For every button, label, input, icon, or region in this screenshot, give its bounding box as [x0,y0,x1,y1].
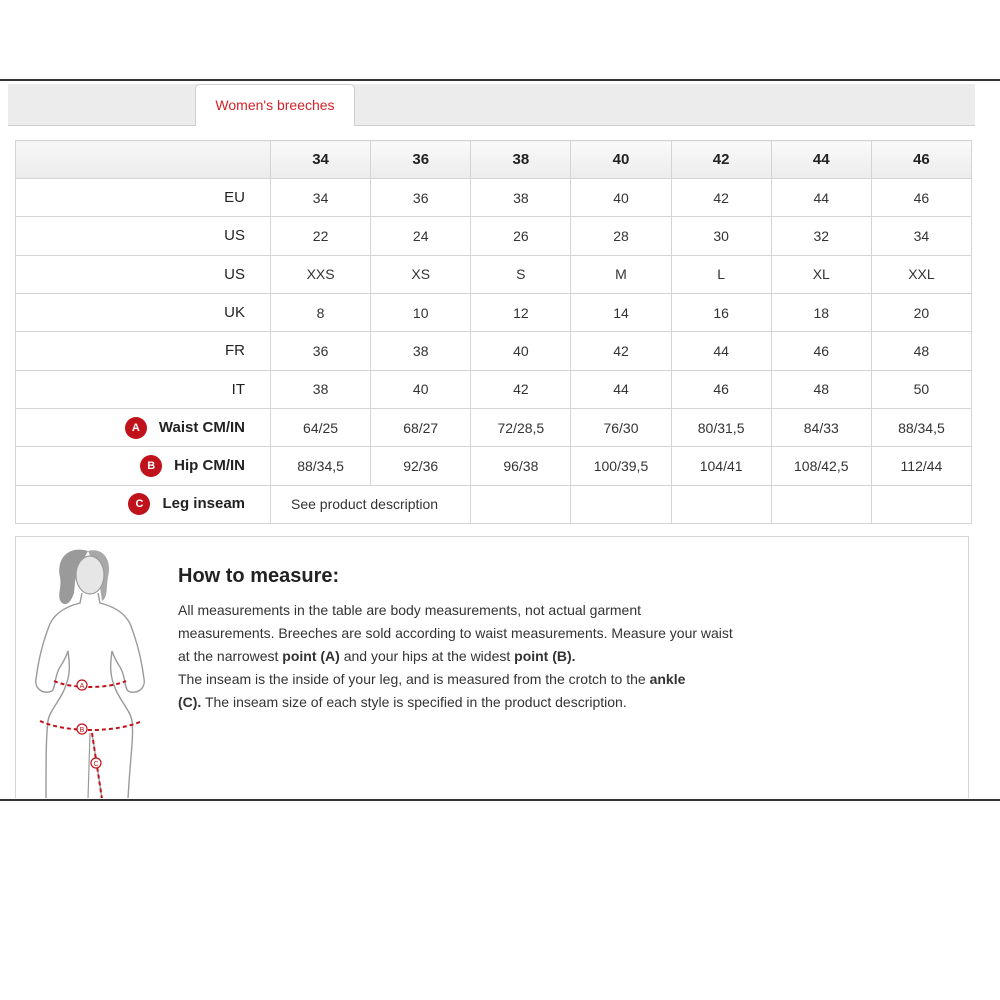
table-header-row [16,141,972,179]
figure-label-b: B [79,727,85,734]
table-row [16,217,972,255]
table-cell: 76/30 [571,408,671,446]
measure-text-fragment: at the narrowest [178,648,283,664]
table-cell: 46 [871,179,971,217]
table-cell: 32 [771,217,871,255]
table-cell: 42 [571,332,671,370]
row-label-text: Waist CM/IN [158,418,245,436]
table-cell: 18 [771,293,871,331]
measure-line: All measurements in the table are body measurements, not actual garment [178,602,642,618]
table-cell: 88/34,5 [871,408,971,446]
table-cell: 68/27 [371,408,471,446]
measure-text-fragment: The inseam size of each style is specified in the product description. [201,694,627,710]
table-cell: 92/36 [371,447,471,485]
table-cell: 108/42,5 [771,447,871,485]
table-row [16,408,972,446]
table-cell: 38 [271,370,371,408]
inseam-description: See product description [271,485,471,523]
table-cell-empty [671,485,771,523]
table-cell: 14 [571,293,671,331]
table-row [16,293,972,331]
row-label: FR [16,332,271,370]
figure-label-a: A [79,683,85,690]
table-cell: 30 [671,217,771,255]
measure-text-bold: point (B). [514,648,576,664]
measure-text-fragment: The inseam is the inside of your leg, and is measured from the crotch to the [178,671,650,687]
table-cell: 50 [871,370,971,408]
tab-bar [8,84,975,126]
row-label-text: Leg inseam [162,495,245,513]
row-label: IT [16,370,271,408]
table-cell: XXL [871,255,971,293]
table-cell: 36 [271,332,371,370]
row-label: US [16,217,271,255]
table-cell: 36 [371,179,471,217]
table-cell: S [471,255,571,293]
table-cell: M [571,255,671,293]
size-chart-table [15,140,972,524]
table-cell: XXS [271,255,371,293]
table-cell-empty [571,485,671,523]
table-cell: 42 [471,370,571,408]
table-cell: 8 [271,293,371,331]
table-cell: 72/28,5 [471,408,571,446]
table-cell: XL [771,255,871,293]
table-cell: 16 [671,293,771,331]
table-cell: 12 [471,293,571,331]
table-cell-empty [871,485,971,523]
table-cell: 44 [771,179,871,217]
table-cell: 38 [471,179,571,217]
table-cell: 28 [571,217,671,255]
row-label-waist [16,408,271,446]
frame-top-line [0,79,1000,81]
table-cell: 24 [371,217,471,255]
table-cell-empty [771,485,871,523]
table-cell: L [671,255,771,293]
table-cell: 100/39,5 [571,447,671,485]
table-row [16,179,972,217]
table-cell: XS [371,255,471,293]
column-header: 46 [871,141,971,179]
row-label: US [16,255,271,293]
body-measure-figure-icon [16,537,176,798]
table-cell: 34 [871,217,971,255]
column-header: 44 [771,141,871,179]
measure-text-fragment: and your hips at the widest [339,648,515,664]
table-cell: 26 [471,217,571,255]
table-cell: 40 [371,370,471,408]
column-header: 42 [671,141,771,179]
table-cell: 44 [671,332,771,370]
tab-womens-breeches[interactable]: Women's breeches [195,84,355,126]
measure-line [178,645,858,668]
table-cell: 34 [271,179,371,217]
table-cell: 46 [671,370,771,408]
table-cell: 22 [271,217,371,255]
row-label-text: Hip CM/IN [174,456,245,474]
how-to-measure-panel [15,536,969,798]
how-to-measure-text [178,599,858,714]
row-label-hip [16,447,271,485]
badge-b-icon: B [140,455,162,477]
table-cell: 84/33 [771,408,871,446]
column-header: 36 [371,141,471,179]
table-cell: 42 [671,179,771,217]
table-cell: 104/41 [671,447,771,485]
table-cell: 10 [371,293,471,331]
row-label-inseam [16,485,271,523]
table-row [16,255,972,293]
how-to-measure-title: How to measure: [178,565,340,587]
measure-text-bold: point (A) [282,648,340,664]
measure-line [178,668,858,691]
row-label: EU [16,179,271,217]
table-cell: 96/38 [471,447,571,485]
measure-text-bold: ankle [649,671,686,687]
table-cell: 46 [771,332,871,370]
table-row [16,370,972,408]
column-header: 40 [571,141,671,179]
table-cell: 64/25 [271,408,371,446]
badge-a-icon: A [125,417,147,439]
figure-label-c: C [93,761,99,768]
table-corner-cell [16,141,271,179]
column-header: 34 [271,141,371,179]
measure-line: measurements. Breeches are sold according to waist measurements. Measure your waist [178,625,733,641]
measure-text-bold: (C). [178,694,202,710]
table-cell: 44 [571,370,671,408]
table-row [16,447,972,485]
table-cell: 48 [871,332,971,370]
table-cell: 80/31,5 [671,408,771,446]
table-cell: 40 [571,179,671,217]
column-header: 38 [471,141,571,179]
badge-c-icon: C [128,493,150,515]
table-cell: 48 [771,370,871,408]
table-cell: 112/44 [871,447,971,485]
frame-bottom-line [0,799,1000,801]
table-cell-empty [471,485,571,523]
table-cell: 38 [371,332,471,370]
table-row [16,485,972,523]
table-cell: 88/34,5 [271,447,371,485]
measure-line [178,691,858,714]
table-row [16,332,972,370]
table-cell: 40 [471,332,571,370]
row-label: UK [16,293,271,331]
table-cell: 20 [871,293,971,331]
